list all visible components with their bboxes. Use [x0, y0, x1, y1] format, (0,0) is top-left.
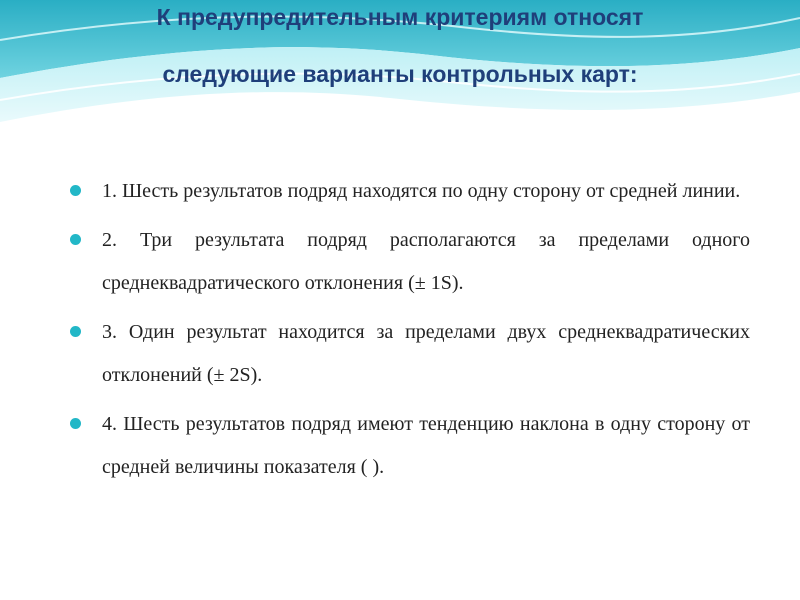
bullet-item-1	[70, 170, 750, 213]
bullet-dot-icon	[70, 234, 81, 245]
bullet-list	[70, 170, 750, 495]
bullet-item-3	[70, 311, 750, 397]
bullet-dot-icon	[70, 185, 81, 196]
bullet-text-2: 2. Три результата подряд располагаются за пределами одного среднеквадратического отклонения (± 1S).	[102, 229, 750, 294]
bullet-text-3: 3. Один результат находится за пределами двух среднеквадратических отклонений (± 2S).	[102, 321, 750, 386]
bullet-text-1: 1. Шесть результатов подряд находятся по одну сторону от средней линии.	[102, 180, 741, 202]
bullet-text-4: 4. Шесть результатов подряд имеют тенденцию наклона в одну сторону от средней величины показателя ( ).	[102, 413, 750, 478]
bullet-item-4	[70, 403, 750, 489]
bullet-dot-icon	[70, 418, 81, 429]
bullet-item-2	[70, 219, 750, 305]
bullet-dot-icon	[70, 326, 81, 337]
slide-title-line-1: К предупредительным критериям относят	[156, 4, 644, 30]
slide-title-line-2: следующие варианты контрольных карт:	[162, 61, 638, 87]
